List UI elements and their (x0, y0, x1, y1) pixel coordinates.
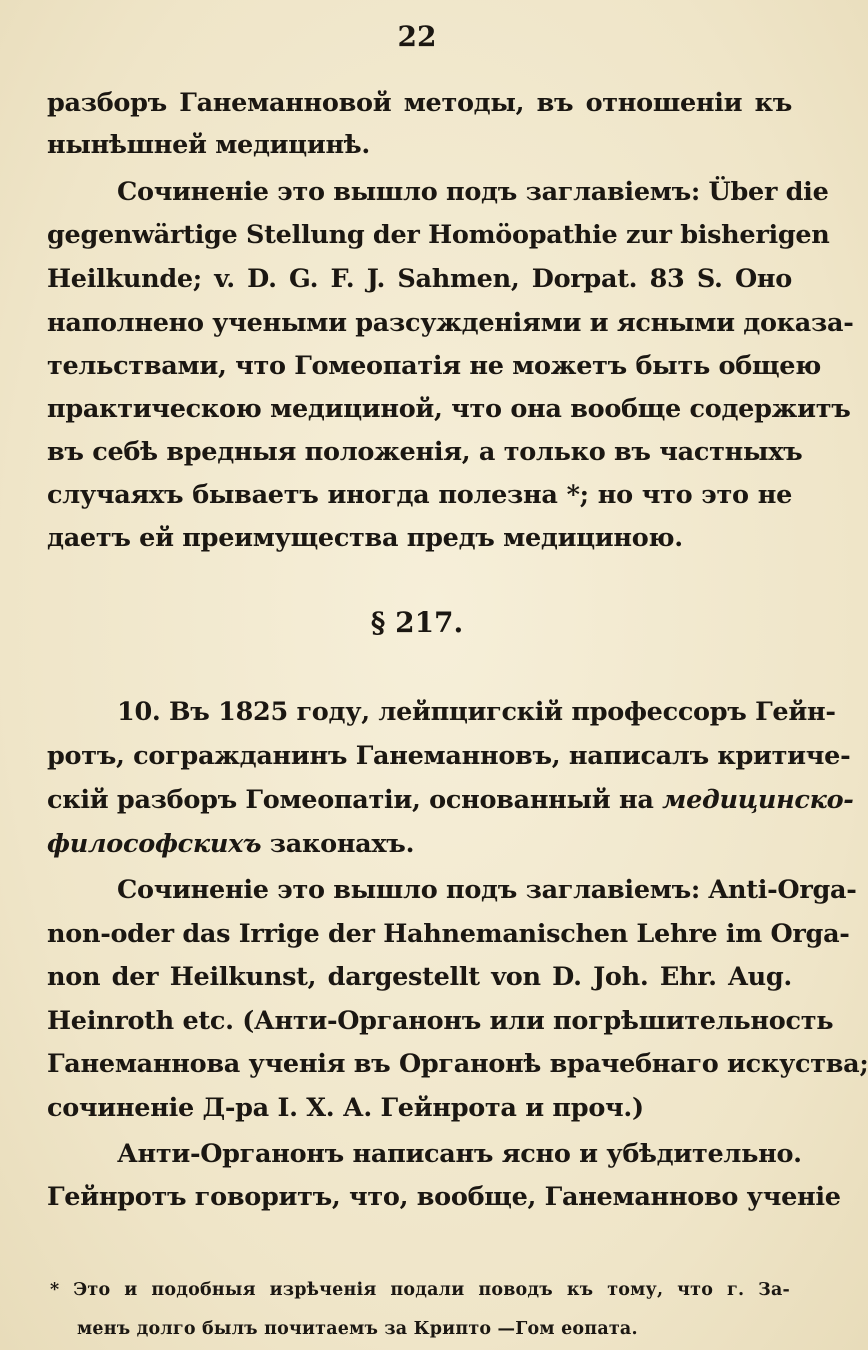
text-line: тельствами, что Гомеопатія не можетъ быть общею (47, 351, 822, 381)
text-line: non-oder das Irrige der Hahnemanischen Lehre im Orga- (47, 919, 850, 949)
text-line: въ себѣ вредныя положенія, а только въ частныхъ (47, 437, 803, 467)
text-line: случаяхъ бываетъ иногда полезна *; но что это не (47, 480, 792, 510)
text-line: Heinroth etc. (Анти-Органонъ или погрѣшительность (47, 1006, 834, 1036)
text-line: gegenwärtige Stellung der Homöopathie zur bisherigen (47, 220, 830, 250)
section-heading: § 217. (370, 606, 464, 639)
text-line: практическою медициной, что она вообще содержитъ (47, 394, 851, 424)
text-line (47, 783, 854, 817)
text-line: Сочиненіе это вышло подъ заглавіемъ: Anti-Orga- (117, 875, 857, 905)
text-line: наполнено учеными разсужденіями и ясными доказа- (47, 308, 854, 338)
text-line: Heilkunde; v. D. G. F. J. Sahmen, Dorpat. 83 S. Оно (47, 264, 792, 294)
text-line: 10. Въ 1825 году, лейпцигскій профессоръ Гейн- (117, 697, 836, 727)
footnote-line: * Это и подобныя изрѣченія подали поводъ къ тому, что г. За- (50, 1280, 790, 1300)
text-line: Анти-Органонъ написанъ ясно и убѣдительно. (117, 1139, 802, 1169)
text-line: ротъ, согражданинъ Ганеманновъ, написалъ критиче- (47, 741, 851, 771)
footnote-line: менъ долго былъ почитаемъ за Крипто —Гом еопата. (77, 1319, 638, 1339)
text-line: разборъ Ганеманновой методы, въ отношеніи къ (47, 88, 792, 118)
italic-text: медицинско- (662, 785, 854, 815)
text-span: скій разборъ Гомеопатіи, основанный на (47, 785, 663, 815)
text-line: Сочиненіе это вышло подъ заглавіемъ: Über die (117, 177, 829, 207)
page-number: 22 (397, 20, 437, 53)
text-line: Гейнротъ говоритъ, что, вообще, Ганеманново ученіе (47, 1182, 841, 1212)
text-line: non der Heilkunst, dargestellt von D. Joh. Ehr. Aug. (47, 962, 792, 992)
italic-text: философскихъ (47, 829, 262, 859)
text-line: Ганеманнова ученія въ Органонѣ врачебнаго искуства; (47, 1049, 868, 1079)
text-line: нынѣшней медицинѣ. (47, 130, 371, 160)
text-line (47, 827, 792, 861)
text-line: даетъ ей преимущества предъ медициною. (47, 523, 683, 553)
text-span: законахъ. (261, 829, 415, 859)
text-line: сочиненіе Д-ра І. Х. А. Гейнрота и проч.) (47, 1093, 644, 1123)
